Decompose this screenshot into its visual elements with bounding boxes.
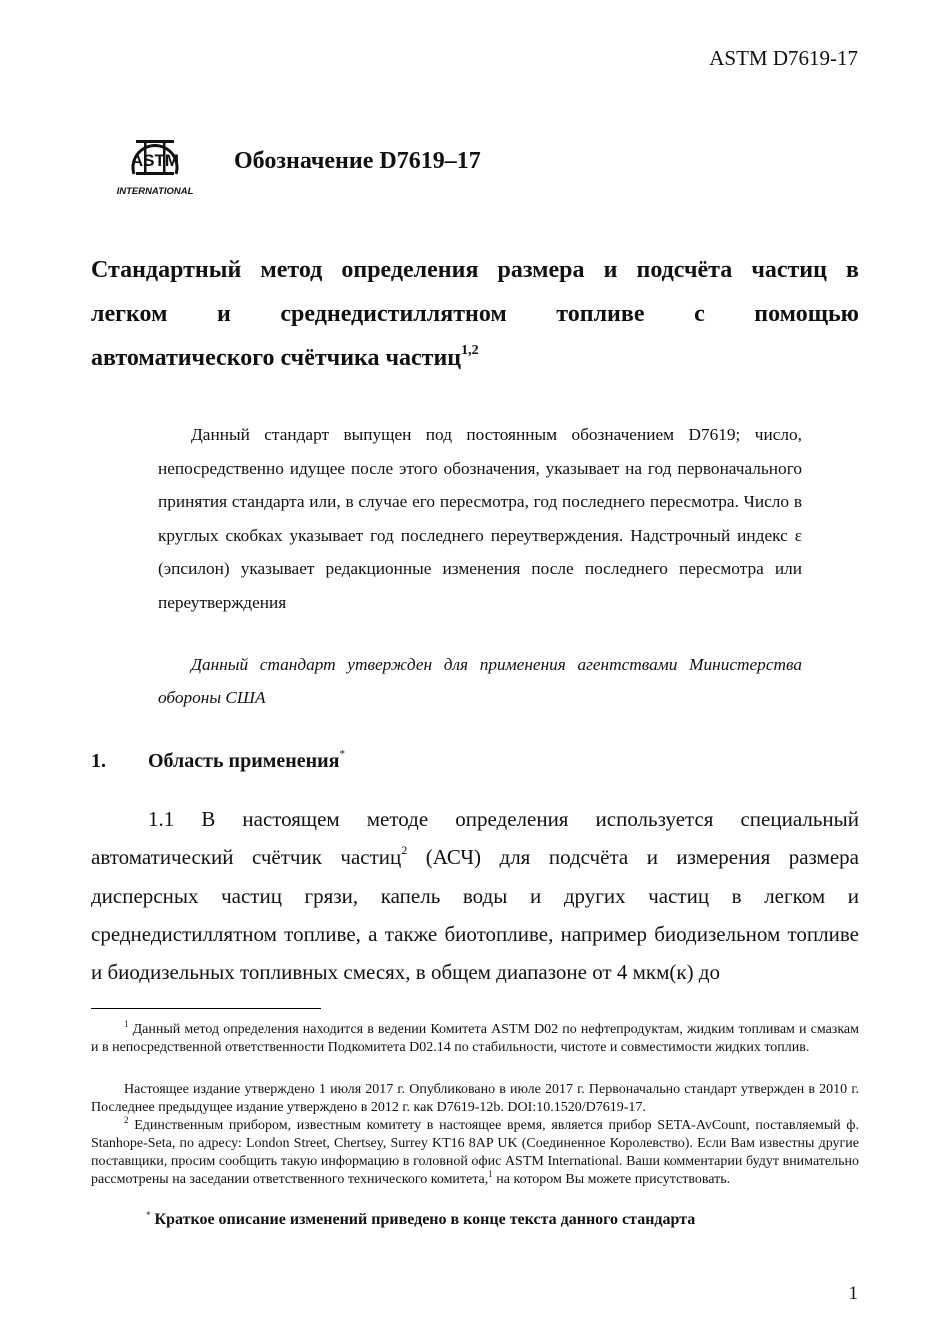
document-code: ASTM D7619-17 — [709, 46, 858, 70]
paragraph-footnote-ref: 2 — [401, 843, 408, 858]
summary-text: Краткое описание изменений приведено в конце текста данного стандарта — [150, 1211, 696, 1228]
section-number: 1. — [91, 750, 106, 772]
footnote-divider — [91, 1008, 321, 1009]
changes-summary-note — [146, 1211, 695, 1229]
astm-international-logo — [114, 124, 196, 200]
summary-mark: * — [146, 1210, 151, 1220]
paragraph-1-1-start: 1.1 В настоящем методе определения используется специальный автоматический счётчик частиц — [91, 807, 859, 870]
paragraph-1-1-end: (АСЧ) для подсчёта и измерения размера дисперсных частиц грязи, капель воды и других частиц в легком и среднедистиллятном топливе, а также биотопливе, например биодизельном топливе и биодизельных топливных смесях, в общем диапазоне от 4 мкм(к) до — [91, 845, 859, 985]
footnote-2-mark: 2 — [124, 1115, 129, 1125]
footnote-2-ref: 1 — [488, 1169, 493, 1179]
title-line-2: легком и среднедистиллятном топливе с помощью — [91, 301, 859, 327]
footnote-1 — [91, 1021, 859, 1057]
footnote-1-edition: Настоящее издание утверждено 1 июля 2017 г. Опубликовано в июле 2017 г. Первоначально стандарт утвержден в 2010 г. Последнее предыдущее издание утверждено в 2012 г. как D7619-12b. DOI:10.1520/D7619-17. — [91, 1082, 859, 1115]
paragraph-1-1 — [91, 800, 859, 991]
footnote-2-text-a: Единственным прибором, известным комитету в настоящее время, является прибор SETA-AvCount, поставляемый ф. Stanhope-Seta, по адресу: London Street, Chertsey, Surrey KT16 8AP UK (Соединенное Королевство). Если Вам известны другие поставщики, просим сообщить такую информацию в головной офис ASTM International. Ваши комментарии будут внимательно рассмотрены на заседании ответственного технического комитета, — [91, 1118, 859, 1187]
footnote-1-text: Данный метод определения находится в ведении Комитета ASTM D02 по нефтепродуктам, жидким топливам и смазкам и в непосредственной ответственности Подкомитета D02.14 по стабильности, чистоте и совместимости жидких топлив. — [91, 1022, 859, 1055]
title-footnote-ref: 1,2 — [461, 343, 479, 358]
designation: Обозначение D7619–17 — [234, 148, 481, 174]
approval-note: Данный стандарт утвержден для применения агентствами Министерства обороны США — [158, 655, 802, 707]
standard-title-last-line — [91, 336, 479, 380]
footnote-2 — [91, 1117, 859, 1189]
designation-note: Данный стандарт выпущен под постоянным обозначением D7619; число, непосредственно идущее после этого обозначения, указывает на год первоначального принятия стандарта или, в случае его пересмотра, год последнего пересмотра. Число в круглых скобках указывает год последнего переутверждения. Надстрочный индекс ε (эпсилон) указывает редакционные изменения после последнего пересмотра или переутверждения — [158, 425, 802, 612]
logo-wordmark: ASTM — [130, 151, 180, 170]
section-title-text: Область применения — [148, 750, 340, 772]
footnote-2-text-b: на котором Вы можете присутствовать. — [492, 1172, 731, 1187]
title-line-1: Стандартный метод определения размера и подсчёта частиц в — [91, 257, 859, 283]
page-number: 1 — [848, 1283, 858, 1304]
standard-title — [91, 248, 859, 336]
section-title — [148, 750, 345, 773]
section-title-mark: * — [339, 748, 345, 760]
title-line-3: автоматического счётчика частиц — [91, 345, 462, 371]
footnote-1-mark: 1 — [124, 1019, 129, 1029]
logo-caption: INTERNATIONAL — [116, 186, 194, 197]
